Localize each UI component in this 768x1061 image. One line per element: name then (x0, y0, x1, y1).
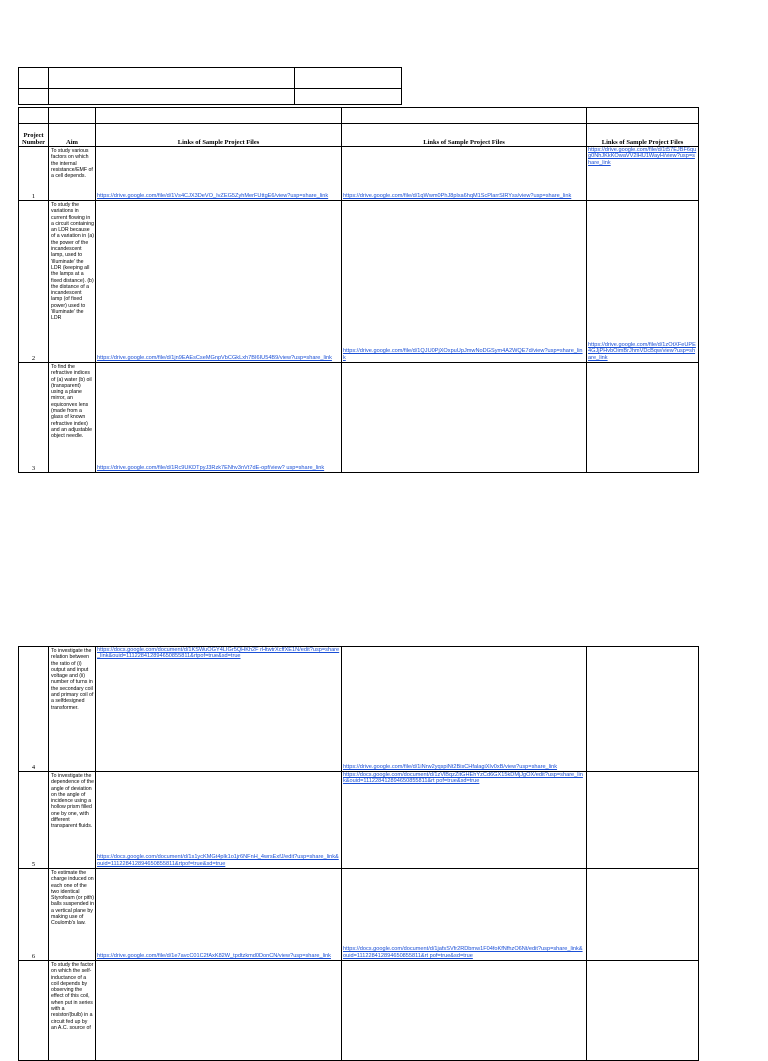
project-link[interactable]: https://drive.google.com/file/d/1Vs4CJX3DeVO_IvZEG5ZyhMerFUttgE6/view?usp=share_link (96, 147, 342, 201)
project-link[interactable]: https://drive.google.com/file/d/1qWwm0PhJ8plxa6hqM1ScPlarrSIRYss/view?usp=share_link (342, 147, 587, 201)
project-number: 2 (19, 201, 49, 363)
project-aim: To study the variations in current flowing in a circuit containing an LDR because of a variation in (a) the power of the incandescent lamp, used to 'illuminate' the LDR (keeping all the lamps at a fixed distance). (b) the distance of a incandescent lamp (of fixed power) used to 'illuminate' the LDR (49, 201, 96, 363)
header-aim: Aim (49, 124, 96, 147)
project-link[interactable] (587, 647, 699, 772)
project-number: 3 (19, 363, 49, 473)
project-number: 1 (19, 147, 49, 201)
project-number (19, 961, 49, 1061)
project-link[interactable]: https://docs.google.com/document/d/1jafsSVfr2RDbmw1F04foKfNfhzO6Nt/edit?usp=share_link&ouid=111228412894650855811&rt pof=true&sd=true (342, 869, 587, 961)
header-project-number: Project Number (19, 124, 49, 147)
project-number: 4 (19, 647, 49, 772)
table-row (19, 647, 699, 772)
project-link[interactable] (587, 869, 699, 961)
project-number: 6 (19, 869, 49, 961)
empty-cell (49, 68, 295, 89)
top-empty-row (19, 89, 402, 105)
project-link[interactable] (342, 961, 587, 1061)
project-aim: To study the factor on which the self-inductance of a coil depends by observing the effect of this coil, when put in series with a resistor/(bulb) in a circuit fed up by an A.C. source of (49, 961, 96, 1061)
top-empty-row (19, 68, 402, 89)
project-link[interactable]: https://docs.google.com/document/d/1s1ycKMGt4plk1o1jr6NFnH_4wrsExfJ/edit?usp=share_link&ouid=111228412894650855811&rtpof=true&sd=true (96, 772, 342, 869)
top-empty-table (18, 67, 402, 105)
header-links-2: Links of Sample Project Files (342, 124, 587, 147)
project-link[interactable]: https://docs.google.com/document/d/1KSWuOGY4LIGr5QHKh2F rHtwtrXcffXE1N/edit?usp=share_link&ouid=111228412894650855811&rtpof=true&sd=true (96, 647, 342, 772)
project-link[interactable] (587, 772, 699, 869)
project-link[interactable] (587, 961, 699, 1061)
table-row (19, 363, 699, 473)
empty-cell (19, 89, 49, 105)
empty-cell (19, 68, 49, 89)
project-aim: To find the refractive indices of (a) water (b) oil (transparent) using a plane mirror, an equiconvex lens (made from a glass of known refractive index) and an adjustable object needle. (49, 363, 96, 473)
project-link[interactable]: https://drive.google.com/file/d/1t57EJBF6qug0NhJKkKOwaVV2lHU1WayH/view?usp=share_link (587, 147, 699, 201)
empty-cell (49, 89, 295, 105)
project-link[interactable]: https://docs.google.com/document/d/1zVlBqzZitGHEhYzCd6GX15kDMjJgOX/edit?usp=share_link&ouid=111228412894650855811&rt pof=true&sd=true (342, 772, 587, 869)
project-link[interactable]: https://drive.google.com/file/d/1e7avcC01C2fAxK82W_tpdtzkmd0DonCN/view?usp=share_link (96, 869, 342, 961)
empty-cell (295, 68, 402, 89)
table-row (19, 869, 699, 961)
project-aim: To estimate the charge induced on each one of the two identical Styrofoam (or pith) balls suspended in a vertical plane by making use of Coulomb's law. (49, 869, 96, 961)
blank-row (19, 108, 699, 124)
project-link[interactable]: https://drive.google.com/file/d/1jn9EAEsCseMGnpVbCGkLxh7BI6IU54B9/view?usp=share_link (96, 201, 342, 363)
project-aim: To study various factors on which the internal resistance/EMF of a cell depends. (49, 147, 96, 201)
project-link[interactable] (342, 363, 587, 473)
table-row (19, 201, 699, 363)
header-links-3: Links of Sample Project Files (587, 124, 699, 147)
projects-table-page-2 (18, 646, 699, 1061)
project-link[interactable]: https://drive.google.com/file/d/1iNrw2yqspiNt2BisCHfalagiXIv0xB/view?usp=share_link (342, 647, 587, 772)
projects-table-page-1 (18, 107, 699, 473)
empty-cell (295, 89, 402, 105)
project-link[interactable] (587, 363, 699, 473)
header-row (19, 124, 699, 147)
header-links-1: Links of Sample Project Files (96, 124, 342, 147)
table-row (19, 147, 699, 201)
project-link[interactable]: https://drive.google.com/file/d/1zOtXFeUPE4GJjPHvbOimBrJhmVDcBqw/view?usp=share_link (587, 201, 699, 363)
project-aim: To investigate the dependence of the angle of deviation on the angle of incidence using a hollow prism filled one by one, with different transparent fluids. (49, 772, 96, 869)
project-aim: To investigate the relation between the ratio of (i) output and input voltage and (ii) number of turns in the secondary coil and primary coil of a selfdesigned transformer. (49, 647, 96, 772)
project-link[interactable]: https://drive.google.com/file/d/1Rc9UKDTpyJ3Rzk7ENhv3nVt7dE-opf/view? usp=share_link (96, 363, 342, 473)
project-link[interactable] (96, 961, 342, 1061)
table-row (19, 772, 699, 869)
project-number: 5 (19, 772, 49, 869)
table-row (19, 961, 699, 1061)
project-link[interactable]: https://drive.google.com/file/d/1QJU0PjXOxpuUpJmwNoDGSym4A2WQE7d/view?usp=share_link (342, 201, 587, 363)
